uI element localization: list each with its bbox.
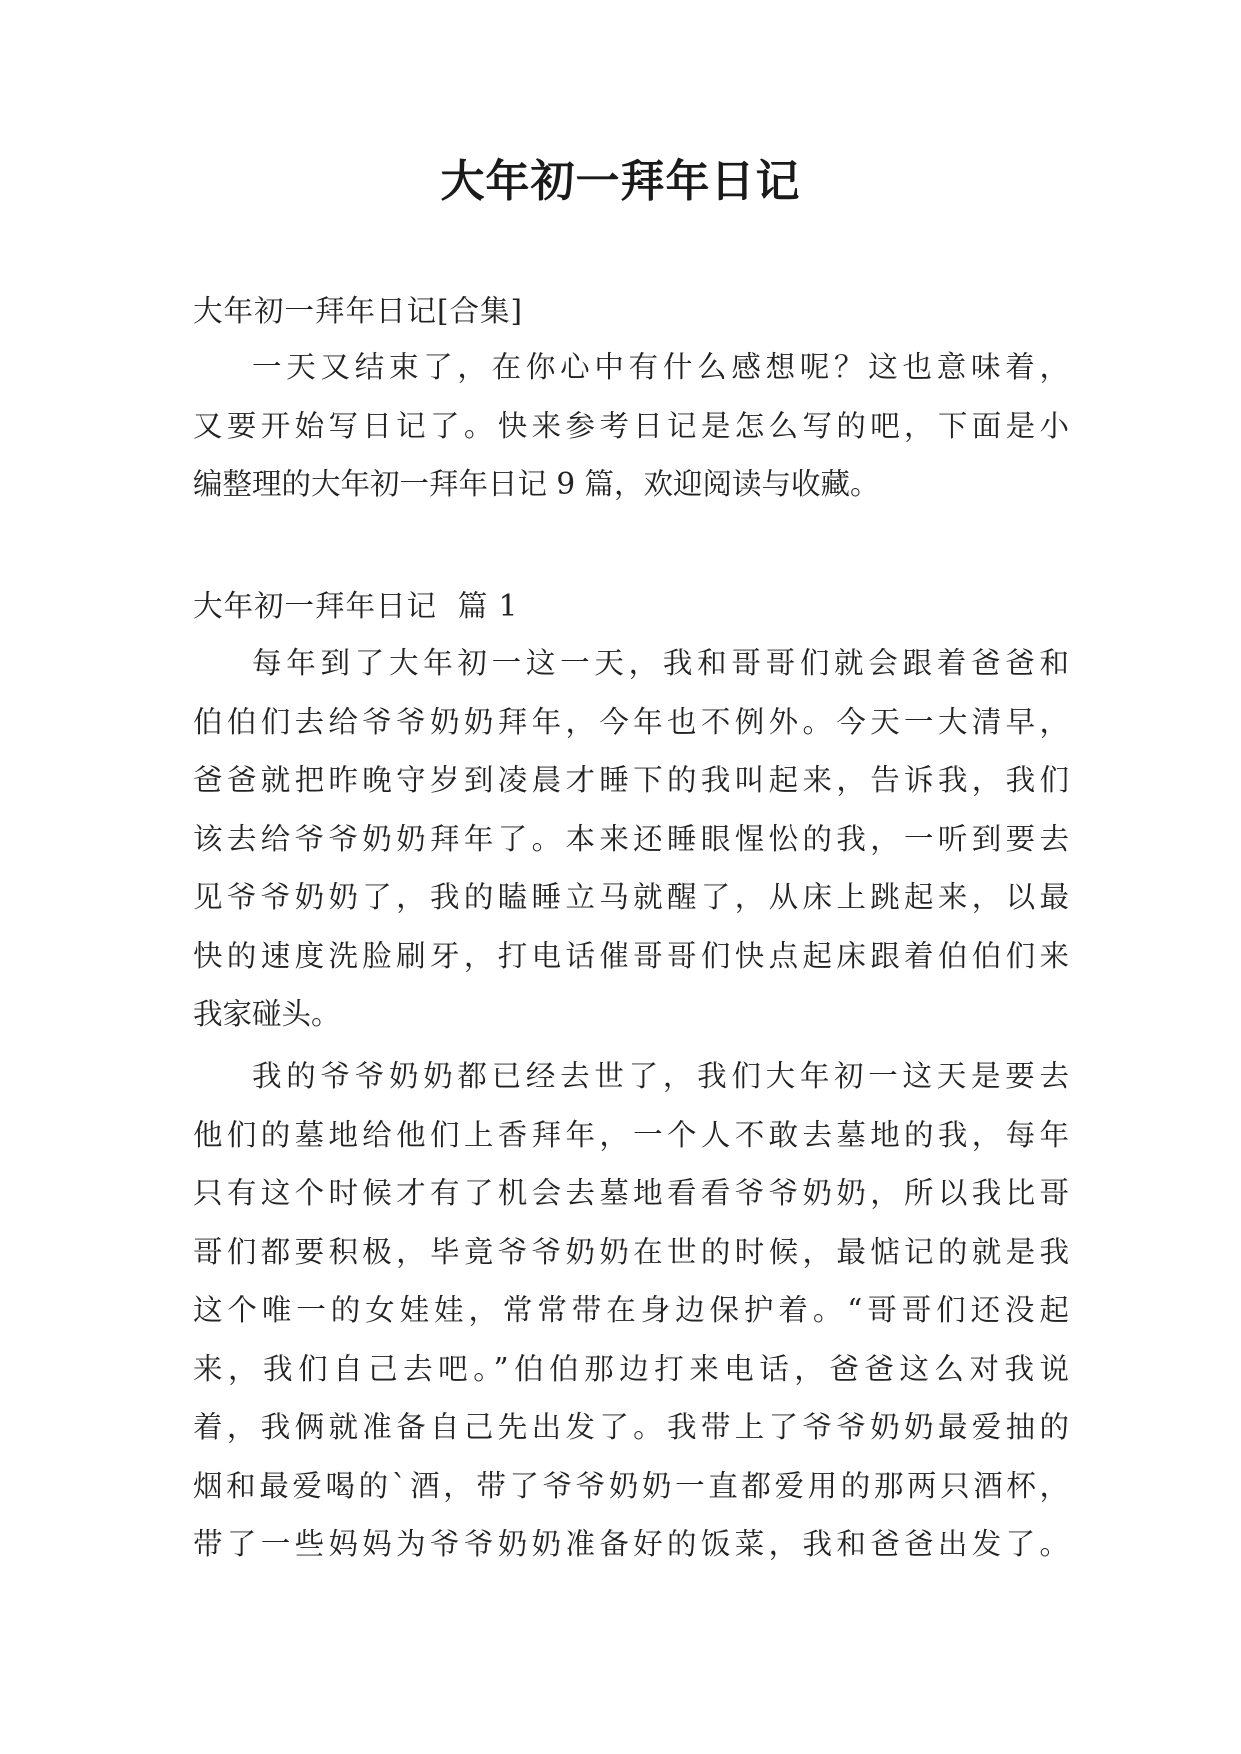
- intro-line: 又要开始写日记了。快来参考日记是怎么写的吧，下面是小: [193, 408, 1069, 443]
- intro-line: 一天又结束了，在你心中有什么感想呢？这也意味着，: [252, 350, 1069, 384]
- section-heading-block: [193, 577, 1069, 636]
- paragraph-line: 该去给爷爷奶奶拜年了。本来还睡眼惺忪的我，一听到要去: [193, 821, 1069, 856]
- paragraph-line: 哥们都要积极，毕竟爷爷奶奶在世的时候，最惦记的就是我: [193, 1234, 1069, 1269]
- paragraph-line: 爸爸就把昨晚守岁到凌晨才睡下的我叫起来，告诉我，我们: [193, 763, 1069, 797]
- paragraph-line: 着，我俩就准备自己先出发了。我带上了爷爷奶奶最爱抽的: [193, 1410, 1069, 1444]
- paragraph-2: [193, 1047, 1069, 1574]
- paragraph-line: 我家碰头。: [193, 997, 341, 1031]
- section-heading: 大年初一拜年日记 篇 1: [193, 589, 519, 623]
- paragraph-1: [193, 634, 1069, 1044]
- subtitle-block: [193, 282, 1069, 341]
- paragraph-line: 我的爷爷奶奶都已经去世了，我们大年初一这天是要去: [252, 1059, 1069, 1093]
- paragraph-line: 伯伯们去给爷爷奶奶拜年，今年也不例外。今天一大清早，: [193, 704, 1069, 739]
- paragraph-line: 烟和最爱喝的`酒，带了爷爷奶奶一直都爱用的那两只酒杯，: [193, 1468, 1069, 1503]
- document-subtitle: 大年初一拜年日记[合集]: [193, 294, 524, 328]
- paragraph-line: 每年到了大年初一这一天，我和哥哥们就会跟着爸爸和: [252, 646, 1069, 680]
- intro-paragraph: [193, 338, 1069, 514]
- intro-line: 编整理的大年初一拜年日记 9 篇，欢迎阅读与收藏。: [193, 467, 880, 501]
- paragraph-line: 带了一些妈妈为爷爷奶奶准备好的饭菜，我和爸爸出发了。: [193, 1527, 1069, 1561]
- paragraph-line: 见爷爷奶奶了，我的瞌睡立马就醒了，从床上跳起来，以最: [193, 880, 1069, 914]
- paragraph-line: 这个唯一的女娃娃，常常带在身边保护着。“哥哥们还没起: [193, 1293, 1069, 1327]
- paragraph-line: 来，我们自己去吧。”伯伯那边打来电话，爸爸这么对我说: [193, 1351, 1069, 1386]
- document-title: 大年初一拜年日记: [440, 156, 801, 207]
- paragraph-line: 快的速度洗脸刷牙，打电话催哥哥们快点起床跟着伯伯们来: [193, 938, 1069, 973]
- paragraph-line: 只有这个时候才有了机会去墓地看看爷爷奶奶，所以我比哥: [193, 1176, 1069, 1210]
- paragraph-line: 他们的墓地给他们上香拜年，一个人不敢去墓地的我，每年: [193, 1117, 1069, 1152]
